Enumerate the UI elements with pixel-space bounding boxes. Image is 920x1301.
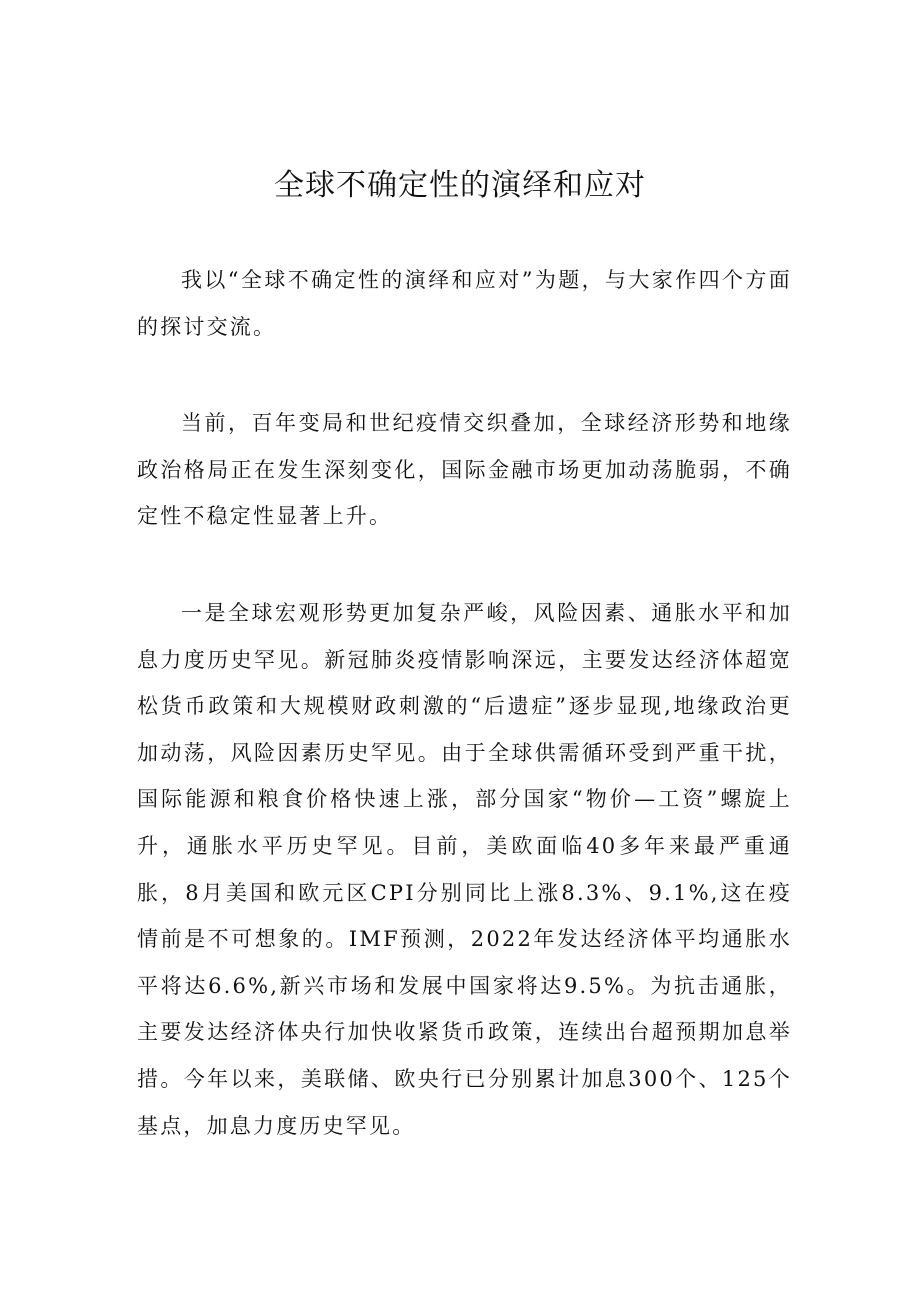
- paragraph-point-one: 一是全球宏观形势更加复杂严峻，风险因素、通胀水平和加息力度历史罕见。新冠肺炎疫情影响深远，主要发达经济体超宽松货币政策和大规模财政刺激的“后遗症”逐步显现,地缘政治更加动荡，风险因素历史罕见。由于全球供需循环受到严重干扰，国际能源和粮食价格快速上涨，部分国家“物价—工资”螺旋上升，通胀水平历史罕见。目前，美欧面临40多年来最严重通胀，8月美国和欧元区CPI分别同比上涨8.3%、9.1%,这在疫情前是不可想象的。IMF预测，2022年发达经济体平均通胀水平将达6.6%,新兴市场和发展中国家将达9.5%。为抗击通胀，主要发达经济体央行加快收紧货币政策，连续出台超预期加息举措。今年以来，美联储、欧央行已分别累计加息300个、125个基点，加息力度历史罕见。: [137, 601, 792, 1138]
- paragraph-intro: 我以“全球不确定性的演绎和应对”为题，与大家作四个方面的探讨交流。: [137, 268, 792, 339]
- document-title: 全球不确定性的演绎和应对: [274, 168, 646, 203]
- paragraph-background: 当前，百年变局和世纪疫情交织叠加，全球经济形势和地缘政治格局正在发生深刻变化，国际金融市场更加动荡脆弱，不确定性不稳定性显著上升。: [137, 411, 792, 529]
